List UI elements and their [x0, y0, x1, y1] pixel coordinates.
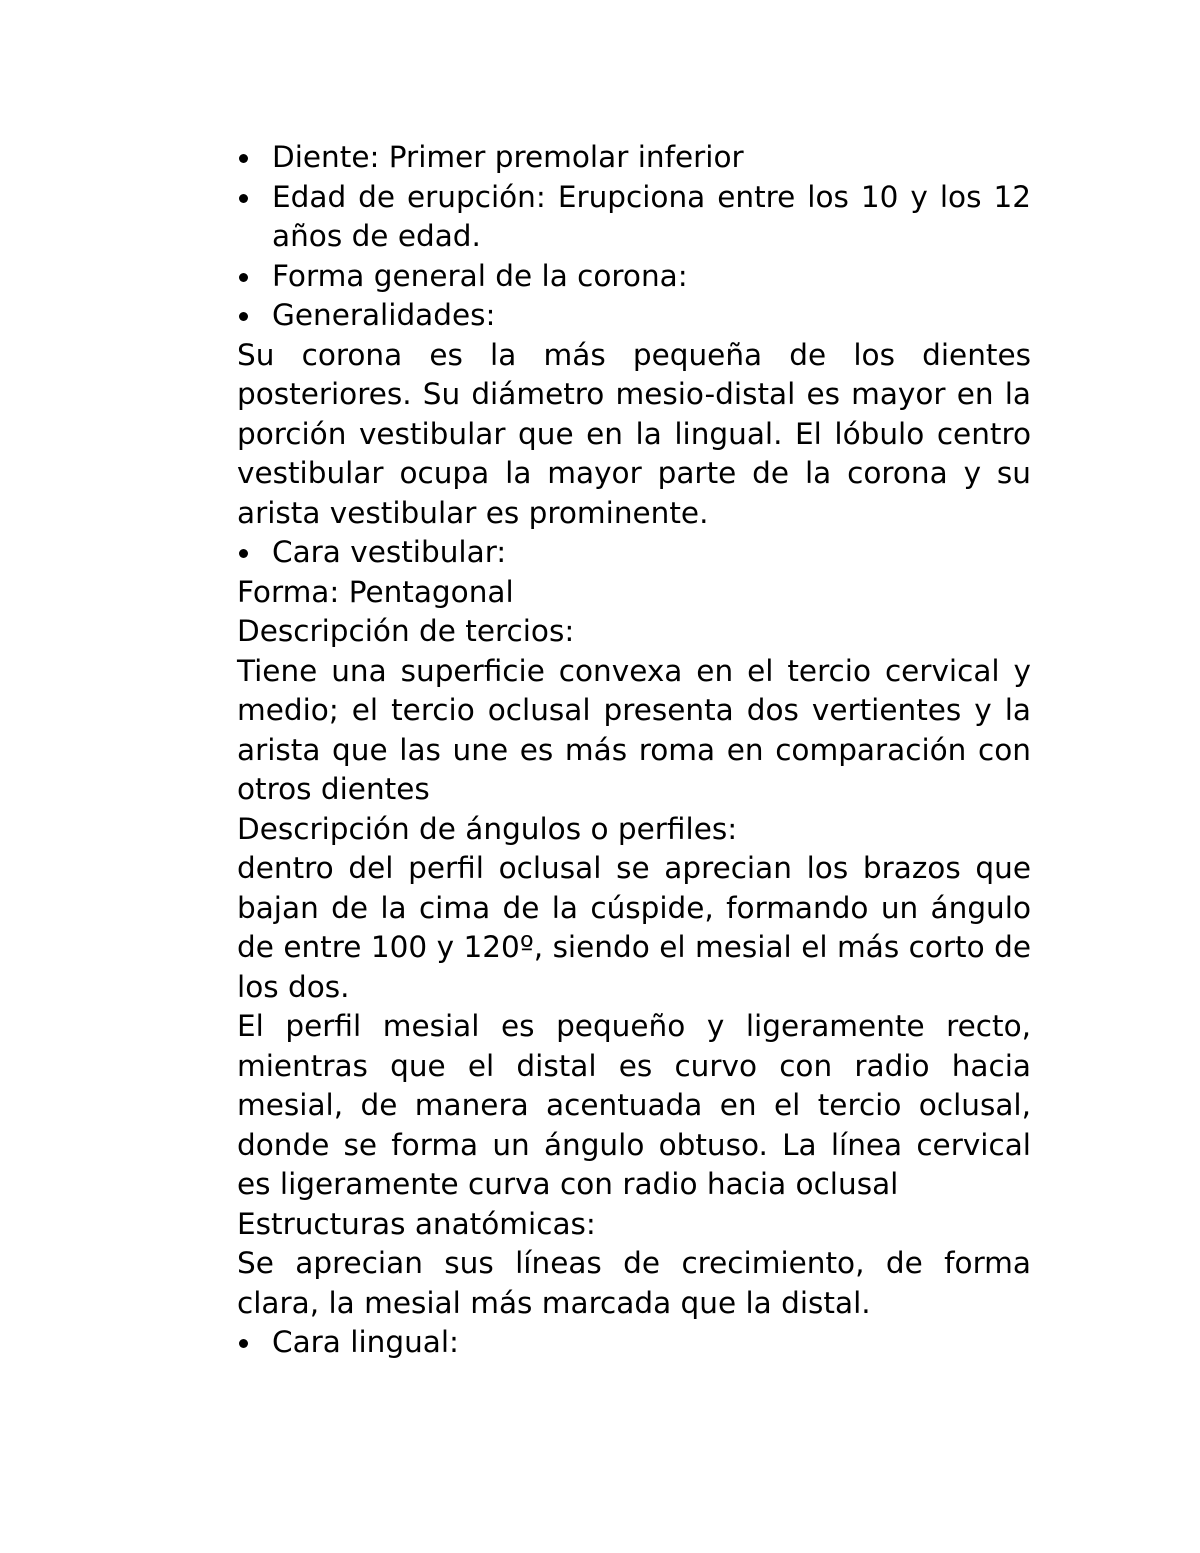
bullet-icon — [239, 549, 248, 558]
bullet-list-vestibular — [237, 533, 1031, 573]
estructuras-paragraph: Se aprecian sus líneas de crecimiento, de forma clara, la mesial más marcada que la distal. — [237, 1246, 1031, 1320]
list-item — [237, 257, 1031, 297]
estructuras-heading: Estructuras anatómicas: — [237, 1206, 596, 1241]
angulos-paragraph-1: dentro del perfil oclusal se aprecian los brazos que bajan de la cima de la cúspide, formando un ángulo de entre 100 y 120º, siendo el mesial el más corto de los dos. — [237, 851, 1031, 1004]
bullet-text-cara-lingual: Cara lingual: — [272, 1325, 459, 1359]
generalidades-paragraph: Su corona es la más pequeña de los dientes posteriores. Su diámetro mesio-distal es mayor en la porción vestibular que en la lingual. El lóbulo centro vestibular ocupa la mayor parte de la corona y su arista vestibular es prominente. — [237, 337, 1031, 530]
bullet-list-lingual — [237, 1323, 1031, 1363]
bullet-icon — [239, 194, 248, 203]
list-item — [237, 533, 1031, 573]
bullet-text-generalidades: Generalidades: — [272, 298, 496, 332]
bullet-text-cara-vestibular: Cara vestibular: — [272, 535, 507, 569]
bullet-text-forma-general: Forma general de la corona: — [272, 258, 688, 293]
bullet-icon — [239, 1339, 248, 1348]
list-item — [237, 138, 1031, 178]
tercios-heading: Descripción de tercios: — [237, 614, 575, 648]
bullet-list-intro — [237, 138, 1031, 336]
angulos-heading: Descripción de ángulos o perfiles: — [237, 811, 738, 846]
bullet-icon — [239, 312, 248, 321]
bullet-icon — [239, 273, 248, 282]
forma-line: Forma: Pentagonal — [237, 574, 514, 609]
document-page — [237, 138, 1031, 1363]
list-item — [237, 296, 1031, 336]
bullet-text-edad-erupcion: Edad de erupción: Erupciona entre los 10 y los 12 años de edad. — [272, 179, 1031, 253]
bullet-text-diente: Diente: Primer premolar inferior — [272, 140, 744, 174]
list-item — [237, 178, 1031, 257]
tercios-paragraph: Tiene una superficie convexa en el tercio cervical y medio; el tercio oclusal presenta dos vertientes y la arista que las une es más roma en comparación con otros dientes — [237, 653, 1031, 806]
angulos-paragraph-2: El perfil mesial es pequeño y ligeramente recto, mientras que el distal es curvo con radio hacia mesial, de manera acentuada en el tercio oclusal, donde se forma un ángulo obtuso. La línea cervical es ligeramente curva con radio hacia oclusal — [237, 1009, 1031, 1201]
bullet-icon — [239, 154, 248, 163]
list-item — [237, 1323, 1031, 1363]
